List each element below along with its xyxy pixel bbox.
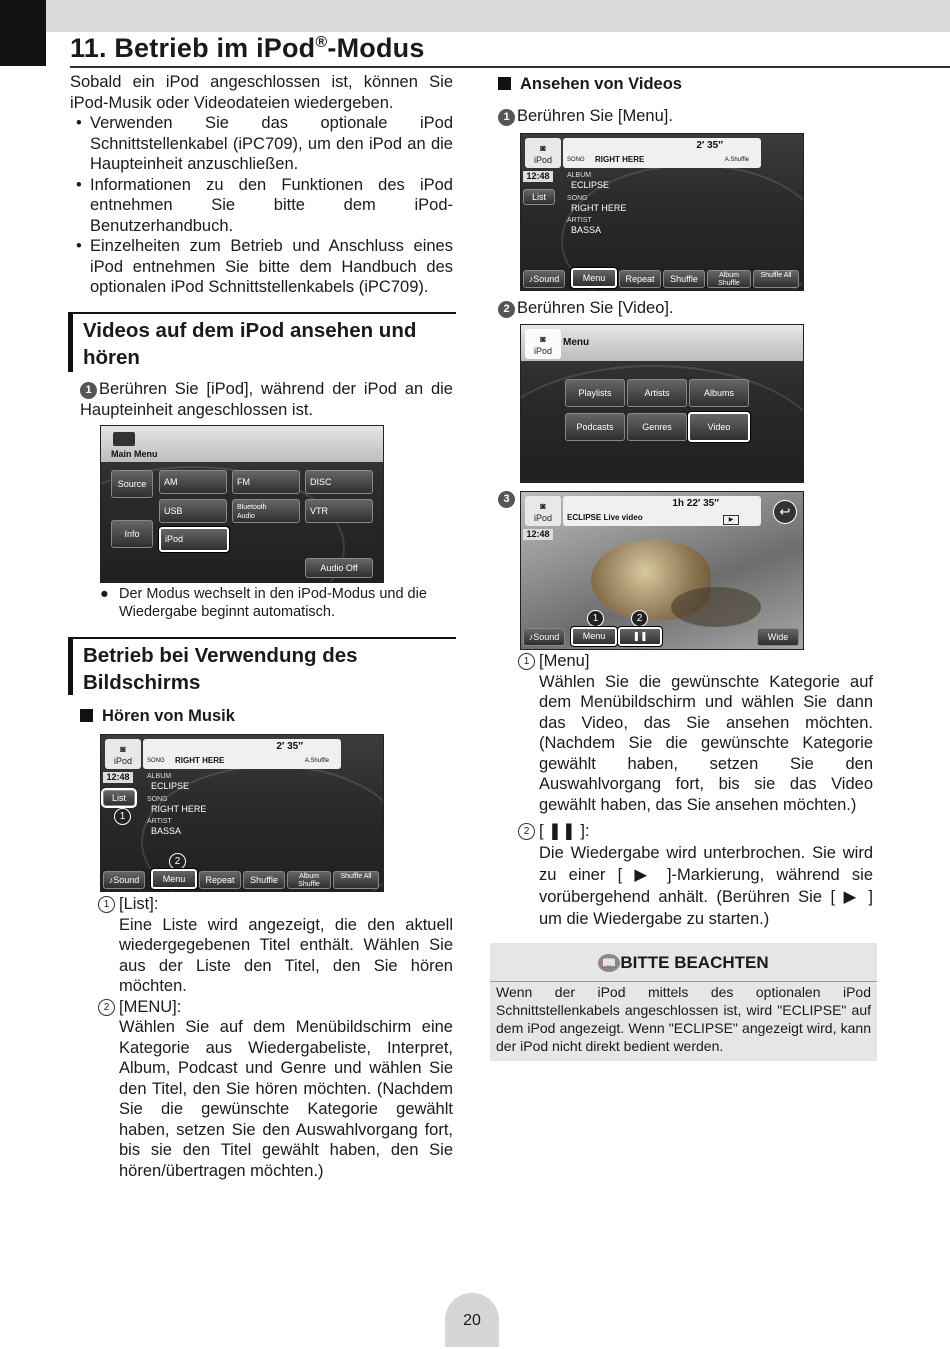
step-number-icon: 2 [498, 301, 515, 318]
intro-bullet-3: • Einzelheiten zum Betrieb und Anschluss eines iPod entnehmen Sie bitte dem Handbuch des optionalen iPod Schnittstellenkabels (iPC709). [76, 237, 453, 296]
circled-2-icon: 2 [98, 999, 115, 1016]
shuffle-all-button[interactable]: Shuffle All [333, 871, 379, 889]
callout-1-icon: 1 [114, 808, 131, 825]
pause-label: 2 [ ❚❚ ]: [518, 821, 873, 842]
shuffle-button[interactable]: Shuffle [243, 871, 285, 889]
circled-1-icon: 1 [518, 653, 535, 670]
page-title: 11. Betrieb im iPod®-Modus [70, 33, 425, 63]
clock-display: 12:48 [523, 529, 553, 540]
step-number-icon: 1 [80, 382, 97, 399]
book-icon: 📖 [598, 954, 620, 972]
list-explanation [98, 894, 453, 1181]
sand-shadow [671, 587, 761, 627]
album-shuffle-button[interactable]: Album Shuffle [287, 871, 331, 889]
now-playing-box: 1h 22′ 35″ ECLIPSE Live video ▶ [563, 496, 761, 526]
menu-description: Wählen Sie auf dem Menübildschirm eine Kategorie aus Wiedergabeliste, Interpret, Album, Podcast und Genre und wählen Sie den Titel, den Sie hören möchten. (Nachdem Sie die gewünschte Kategorie gewählt haben, setzen Sie den Auswahlvorgang fort, bis sie den Titel gewählt haben, den Sie hören/übertragen möchten.) [119, 1018, 453, 1180]
menu-description: Wählen Sie die gewünschte Kategorie auf dem Menübildschirm und wählen Sie dann das Video, das Sie ansehen möchten. (Nachdem Sie die gewünschte Kategorie gewählt haben, setzen Sie den Auswahlvorgang fort, bis sie das Video gewählt haben, das Sie ansehen möchten.) [539, 672, 873, 814]
list-label: 1 [List]: [98, 894, 453, 915]
usb-button[interactable]: USB [159, 499, 227, 523]
sound-button[interactable]: ♪Sound [523, 628, 565, 646]
play-indicator-icon: ▶ [723, 515, 739, 525]
video-playback-screenshot [520, 491, 804, 650]
menu-screenshot [520, 324, 804, 483]
step-1-ipod: 1 Berühren Sie [iPod], während der iPod an die Haupteinheit angeschlossen ist. [80, 380, 453, 419]
step-number-icon: 3 [498, 491, 515, 508]
player-screenshot-step1: ◙ iPod 2′ 35″ SONG RIGHT HERE A.Shuffle 12:48 List ALBUM ECLIPSE SONG RIGHT HERE ARTIST BASSA ♪Sound Menu Repeat Shuffle Album Shuffle Shuffle All [520, 133, 804, 291]
genres-button[interactable]: Genres [627, 413, 687, 441]
circled-2-icon: 2 [518, 823, 535, 840]
square-bullet-icon [80, 709, 93, 722]
am-button[interactable]: AM [159, 470, 227, 494]
ipod-source-icon: ◙ iPod [525, 496, 561, 526]
music-player-screenshot: ◙ iPod 2′ 35″ SONG RIGHT HERE A.Shuffle 12:48 List 1 ALBUM ECLIPSE SONG RIGHT HERE ARTIST BASSA 2 ♪Sound Menu Repeat Shuffle Album Shuffle Shuffle All [100, 734, 384, 892]
circled-1-icon: 1 [98, 896, 115, 913]
video-step-1: 1 Berühren Sie [Menu]. [498, 106, 878, 127]
vtr-button[interactable]: VTR [305, 499, 373, 523]
intro-text: Sobald ein iPod angeschlossen ist, können Sie iPod-Musik oder Videodateien wiedergeben. [70, 73, 453, 112]
video-step-2: 2 Berühren Sie [Video]. [498, 298, 878, 319]
list-button[interactable]: List [103, 790, 135, 806]
chapter-tab-marker [0, 0, 46, 66]
home-icon [113, 432, 135, 446]
clock-display: 12:48 [103, 772, 133, 783]
album-shuffle-button[interactable]: Album Shuffle [707, 270, 751, 288]
ipod-glyph-icon: ◙ [540, 501, 546, 511]
pause-button[interactable] [618, 627, 662, 646]
note-text: Wenn der iPod mittels des optionalen iPod Schnittstellenkabels angeschlossen ist, wird "ECLIPSE" auf dem iPod angezeigt. Wenn "ECLIPSE" angezeigt wird, kann der iPod nicht direkt bedient werden. [496, 984, 871, 1054]
menu-button[interactable]: Menu [571, 627, 617, 646]
playlists-button[interactable]: Playlists [565, 379, 625, 407]
square-bullet-icon [498, 77, 511, 90]
back-icon[interactable]: ↩ [773, 500, 797, 524]
intro-bullet-1: • Verwenden Sie das optionale iPod Schnittstellenkabel (iPC709), um den iPod an die Haupteinheit anzuschließen. [76, 114, 453, 173]
menu-label: 1 [Menu] [518, 651, 873, 672]
menu-button[interactable]: Menu [571, 268, 617, 288]
callout-2-icon: 2 [631, 610, 648, 627]
main-menu-screenshot [100, 425, 384, 583]
artists-button[interactable]: Artists [627, 379, 687, 407]
intro-block [70, 72, 453, 298]
source-button[interactable]: Source [111, 470, 153, 498]
now-playing-box: 2′ 35″ SONG RIGHT HERE A.Shuffle [563, 138, 761, 168]
list-description: Eine Liste wird angezeigt, die den aktuell wiedergegebenen Titel enthält. Wählen Sie aus der Liste den Titel, den Sie hören möchten. [119, 915, 453, 995]
repeat-button[interactable]: Repeat [199, 871, 241, 889]
subheading-videos: Ansehen von Videos [498, 75, 682, 94]
disc-button[interactable]: DISC [305, 470, 373, 494]
subheading-music: Hören von Musik [80, 707, 235, 726]
wide-button[interactable]: Wide [757, 628, 799, 646]
shuffle-all-button[interactable]: Shuffle All [753, 270, 799, 288]
menu-label: 2 [MENU]: [98, 997, 453, 1018]
main-menu-title: Main Menu [111, 449, 158, 459]
note-heading: 📖 BITTE BEACHTEN [490, 943, 877, 982]
ipod-source-icon: ◙ iPod [525, 138, 561, 168]
intro-bullet-2: • Informationen zu den Funktionen des iPod entnehmen Sie bitte dem iPod-Benutzerhandbuch. [76, 175, 453, 235]
video-button[interactable]: Video [688, 412, 750, 442]
menu-title: Menu [563, 337, 590, 348]
pause-description: Die Wiedergabe wird unterbrochen. Sie wird zu einer [ ▶ ]-Markierung, während sie vorübergehend anhält. (Berühren Sie [ ▶ ] um die Wiedergabe zu starten.) [539, 843, 873, 928]
top-gray-bar [0, 0, 950, 32]
section-heading-screen-operation: Betrieb bei Verwendung des Bildschirms [68, 637, 456, 695]
title-underline [70, 66, 950, 68]
ipod-glyph-icon: ◙ [540, 334, 546, 344]
list-button[interactable]: List [523, 189, 555, 205]
sound-button[interactable]: ♪Sound [103, 871, 145, 889]
note-box [490, 943, 877, 1061]
callout-1-icon: 1 [587, 610, 604, 627]
callout-2-icon: 2 [169, 853, 186, 870]
mode-change-note: ● Der Modus wechselt in den iPod-Modus und die Wiedergabe beginnt automatisch. [100, 586, 427, 620]
video-explanation [518, 651, 873, 930]
sound-button[interactable]: ♪Sound [523, 270, 565, 288]
ipod-glyph-icon: ◙ [120, 744, 126, 754]
albums-button[interactable]: Albums [689, 379, 749, 407]
info-button[interactable]: Info [111, 520, 153, 548]
ipod-source-icon: ◙ iPod [525, 329, 561, 359]
ipod-source-icon: ◙ iPod [105, 739, 141, 769]
now-playing-box: 2′ 35″ SONG RIGHT HERE A.Shuffle [143, 739, 341, 769]
repeat-button[interactable]: Repeat [619, 270, 661, 288]
podcasts-button[interactable]: Podcasts [565, 413, 625, 441]
bullet-dot-icon: ● [100, 586, 109, 602]
pause-icon: ❚❚ [632, 631, 648, 641]
fm-button[interactable]: FM [232, 470, 300, 494]
ipod-button[interactable]: iPod [159, 527, 229, 552]
menu-button[interactable]: Menu [151, 869, 197, 889]
clock-display: 12:48 [523, 171, 553, 182]
section-heading-videos: Videos auf dem iPod ansehen und hören [68, 312, 456, 372]
audio-off-button[interactable]: Audio Off [305, 558, 373, 578]
video-step-3-number [498, 488, 517, 509]
page-number: 20 [445, 1293, 499, 1347]
shuffle-button[interactable]: Shuffle [663, 270, 705, 288]
ipod-glyph-icon: ◙ [540, 143, 546, 153]
step-number-icon: 1 [498, 109, 515, 126]
bluetooth-audio-button[interactable]: Bluetooth Audio [232, 499, 300, 523]
